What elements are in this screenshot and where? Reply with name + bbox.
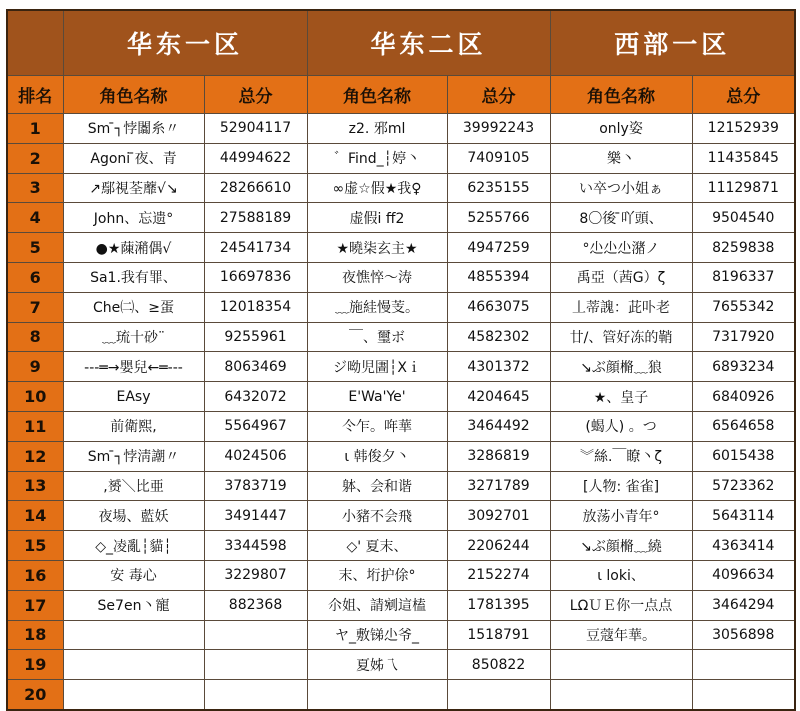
score-cell-region-2: 3464492 xyxy=(447,411,550,441)
score-cell-region-1: 5564967 xyxy=(204,411,307,441)
name-cell-region-3: [人物: 雀雀] xyxy=(550,471,692,501)
name-cell-region-2: ヤ_敷锑尐爷_ xyxy=(307,620,447,650)
name-cell-region-2: ∞虚☆假★我♀ xyxy=(307,173,447,203)
score-cell-region-3: 11129871 xyxy=(692,173,795,203)
score-cell-region-1: 3783719 xyxy=(204,471,307,501)
name-cell-region-1: ●★蔯潲偶√ xyxy=(63,233,204,263)
name-cell-region-2: ﹏施絓慢芰。 xyxy=(307,292,447,322)
score-cell-region-2: 4582302 xyxy=(447,322,550,352)
name-cell-region-1: ﹏琉十砂¨ xyxy=(63,322,204,352)
score-cell-region-2: 850822 xyxy=(447,650,550,680)
score-cell-region-2 xyxy=(447,680,550,710)
name-cell-region-3: 樂丶 xyxy=(550,143,692,173)
name-cell-region-2: ジ呦児圕┆Χｉ xyxy=(307,352,447,382)
score-cell-region-2: 5255766 xyxy=(447,203,550,233)
rank-cell: 1 xyxy=(7,114,63,144)
name-cell-region-2 xyxy=(307,680,447,710)
score-cell-region-2: 3271789 xyxy=(447,471,550,501)
name-cell-region-1: Se7en丶寵 xyxy=(63,590,204,620)
score-header-3: 总分 xyxy=(692,76,795,114)
name-cell-region-3: ★、皇子 xyxy=(550,382,692,412)
name-cell-region-1: ---═→嬰兒←═--- xyxy=(63,352,204,382)
name-cell-region-1: EAsy xyxy=(63,382,204,412)
header-corner xyxy=(7,10,63,76)
name-cell-region-1: ◇_凌亂┆貓┆ xyxy=(63,531,204,561)
table-row xyxy=(7,114,795,144)
score-cell-region-1: 28266610 xyxy=(204,173,307,203)
score-cell-region-3: 8259838 xyxy=(692,233,795,263)
table-row xyxy=(7,233,795,263)
name-cell-region-3: 廿/、管好冻的鞘 xyxy=(550,322,692,352)
score-cell-region-2: 3286819 xyxy=(447,441,550,471)
rank-cell: 3 xyxy=(7,173,63,203)
score-cell-region-1: 44994622 xyxy=(204,143,307,173)
score-header-2: 总分 xyxy=(447,76,550,114)
score-cell-region-2: 7409105 xyxy=(447,143,550,173)
name-cell-region-3 xyxy=(550,650,692,680)
score-cell-region-3: 8196337 xyxy=(692,262,795,292)
table-row xyxy=(7,650,795,680)
rank-cell: 18 xyxy=(7,620,63,650)
rank-cell: 6 xyxy=(7,262,63,292)
rank-cell: 16 xyxy=(7,560,63,590)
score-cell-region-3: 6840926 xyxy=(692,382,795,412)
name-cell-region-1: ,赟＼比亜 xyxy=(63,471,204,501)
score-cell-region-3: 7317920 xyxy=(692,322,795,352)
score-cell-region-1: 3491447 xyxy=(204,501,307,531)
table-row xyxy=(7,382,795,412)
name-cell-region-2: 夜憔悴～涛 xyxy=(307,262,447,292)
table-row xyxy=(7,322,795,352)
name-cell-region-2: ゛Find_┆婷丶 xyxy=(307,143,447,173)
name-header-3: 角色名称 xyxy=(550,76,692,114)
table-row xyxy=(7,203,795,233)
rank-cell: 2 xyxy=(7,143,63,173)
table-row xyxy=(7,441,795,471)
score-cell-region-1: 52904117 xyxy=(204,114,307,144)
rank-cell: 20 xyxy=(7,680,63,710)
score-cell-region-3: 6015438 xyxy=(692,441,795,471)
name-cell-region-1: Sa1.我有罪、 xyxy=(63,262,204,292)
name-cell-region-1: ↗鄢視荃蘼√↘ xyxy=(63,173,204,203)
rank-cell: 9 xyxy=(7,352,63,382)
score-cell-region-2: 4947259 xyxy=(447,233,550,263)
score-cell-region-3: 4363414 xyxy=(692,531,795,561)
score-cell-region-3: 3056898 xyxy=(692,620,795,650)
name-cell-region-1: Sm ̄┐悖闟糸〃 xyxy=(63,114,204,144)
score-cell-region-3 xyxy=(692,650,795,680)
rank-header: 排名 xyxy=(7,76,63,114)
name-cell-region-3: 丄蒂謉：茈卟老 xyxy=(550,292,692,322)
rank-cell: 11 xyxy=(7,411,63,441)
name-cell-region-3: ι loki、 xyxy=(550,560,692,590)
score-cell-region-2: 6235155 xyxy=(447,173,550,203)
score-cell-region-3: 6893234 xyxy=(692,352,795,382)
name-cell-region-3: (蝎人) 。つ xyxy=(550,411,692,441)
table-row xyxy=(7,620,795,650)
table-row xyxy=(7,173,795,203)
score-cell-region-3 xyxy=(692,680,795,710)
score-cell-region-3: 4096634 xyxy=(692,560,795,590)
name-cell-region-2: ★曉柒玄主★ xyxy=(307,233,447,263)
score-cell-region-2: 3092701 xyxy=(447,501,550,531)
table-row xyxy=(7,352,795,382)
score-cell-region-3: 5723362 xyxy=(692,471,795,501)
name-cell-region-3 xyxy=(550,680,692,710)
name-cell-region-1: Agoni ̄夜、青 xyxy=(63,143,204,173)
column-header-row xyxy=(7,76,795,114)
name-header-1: 角色名称 xyxy=(63,76,204,114)
score-cell-region-1: 27588189 xyxy=(204,203,307,233)
name-cell-region-2: 虚假i ff2 xyxy=(307,203,447,233)
name-cell-region-3: ↘ぶ顔樇﹏狼 xyxy=(550,352,692,382)
name-cell-region-2: 仒乍。哖華 xyxy=(307,411,447,441)
score-cell-region-1: 24541734 xyxy=(204,233,307,263)
rank-cell: 4 xyxy=(7,203,63,233)
table-row xyxy=(7,680,795,710)
score-cell-region-3: 7655342 xyxy=(692,292,795,322)
table-row xyxy=(7,262,795,292)
score-cell-region-1: 6432072 xyxy=(204,382,307,412)
name-cell-region-1: 夜場、藍妖 xyxy=(63,501,204,531)
score-cell-region-3: 9504540 xyxy=(692,203,795,233)
rank-cell: 5 xyxy=(7,233,63,263)
name-cell-region-3: 豆蔻年華。 xyxy=(550,620,692,650)
name-cell-region-3: 放荡小青年° xyxy=(550,501,692,531)
rank-cell: 19 xyxy=(7,650,63,680)
score-cell-region-2: 4204645 xyxy=(447,382,550,412)
name-cell-region-3: LΩＵＥ你一点点 xyxy=(550,590,692,620)
score-cell-region-2: 2152274 xyxy=(447,560,550,590)
name-cell-region-2: ι 韩俊夕丶 xyxy=(307,441,447,471)
table-row xyxy=(7,531,795,561)
table-row xyxy=(7,411,795,441)
score-cell-region-3: 5643114 xyxy=(692,501,795,531)
rank-cell: 17 xyxy=(7,590,63,620)
table-row xyxy=(7,292,795,322)
score-cell-region-1: 882368 xyxy=(204,590,307,620)
score-cell-region-1: 16697836 xyxy=(204,262,307,292)
score-cell-region-3: 11435845 xyxy=(692,143,795,173)
name-cell-region-1 xyxy=(63,680,204,710)
name-cell-region-2: 小豬不会飛 xyxy=(307,501,447,531)
name-cell-region-2: z2. 邪ml xyxy=(307,114,447,144)
rank-cell: 14 xyxy=(7,501,63,531)
score-cell-region-1: 8063469 xyxy=(204,352,307,382)
score-header-1: 总分 xyxy=(204,76,307,114)
score-cell-region-3: 6564658 xyxy=(692,411,795,441)
score-cell-region-2: 2206244 xyxy=(447,531,550,561)
region-title-2: 华东二区 xyxy=(307,10,550,76)
name-cell-region-3: 禹亞（茜G）ζ xyxy=(550,262,692,292)
table-row xyxy=(7,501,795,531)
name-cell-region-1: John、忘遗° xyxy=(63,203,204,233)
score-cell-region-2: 4301372 xyxy=(447,352,550,382)
region-header-row xyxy=(7,10,795,76)
ranking-table xyxy=(6,9,796,711)
name-cell-region-3: °尐尐尐潴ノ xyxy=(550,233,692,263)
name-cell-region-1: Che㈡、≥蛋 xyxy=(63,292,204,322)
table-row xyxy=(7,560,795,590)
region-title-1: 华东一区 xyxy=(63,10,307,76)
name-cell-region-1 xyxy=(63,650,204,680)
score-cell-region-2: 1781395 xyxy=(447,590,550,620)
name-cell-region-1: 安 毒心 xyxy=(63,560,204,590)
name-cell-region-3: ︾絲.￣瞭丶ζ xyxy=(550,441,692,471)
name-cell-region-1: Sm ̄┐悖淸謿〃 xyxy=(63,441,204,471)
rank-cell: 7 xyxy=(7,292,63,322)
rank-cell: 13 xyxy=(7,471,63,501)
name-cell-region-2: E'Wa'Ye' xyxy=(307,382,447,412)
rank-cell: 15 xyxy=(7,531,63,561)
score-cell-region-1: 3344598 xyxy=(204,531,307,561)
rank-cell: 10 xyxy=(7,382,63,412)
name-cell-region-3: only姿 xyxy=(550,114,692,144)
table-row xyxy=(7,471,795,501)
name-cell-region-2: 躰、会和谐 xyxy=(307,471,447,501)
score-cell-region-1: 3229807 xyxy=(204,560,307,590)
ranking-body xyxy=(7,114,795,710)
name-cell-region-3: ↘ぶ顔樇﹏繞 xyxy=(550,531,692,561)
name-header-2: 角色名称 xyxy=(307,76,447,114)
table-row xyxy=(7,143,795,173)
name-cell-region-2: ￣、璽ボ xyxy=(307,322,447,352)
score-cell-region-2: 4663075 xyxy=(447,292,550,322)
name-cell-region-2: ◇' 夏末、 xyxy=(307,531,447,561)
score-cell-region-3: 3464294 xyxy=(692,590,795,620)
name-cell-region-1 xyxy=(63,620,204,650)
score-cell-region-1 xyxy=(204,650,307,680)
name-cell-region-3: 8〇後 ̄吖頭、 xyxy=(550,203,692,233)
score-cell-region-2: 1518791 xyxy=(447,620,550,650)
table-row xyxy=(7,590,795,620)
score-cell-region-1: 4024506 xyxy=(204,441,307,471)
name-cell-region-3: い卒つ小姐ぁ xyxy=(550,173,692,203)
name-cell-region-2: 夏姊乁 xyxy=(307,650,447,680)
score-cell-region-1: 12018354 xyxy=(204,292,307,322)
rank-cell: 8 xyxy=(7,322,63,352)
name-cell-region-2: 尒姐、請剜這榼 xyxy=(307,590,447,620)
region-title-3: 西部一区 xyxy=(550,10,795,76)
score-cell-region-2: 39992243 xyxy=(447,114,550,144)
score-cell-region-1: 9255961 xyxy=(204,322,307,352)
score-cell-region-1 xyxy=(204,620,307,650)
name-cell-region-2: 末、垳护俆° xyxy=(307,560,447,590)
name-cell-region-1: 前衛熙, xyxy=(63,411,204,441)
score-cell-region-1 xyxy=(204,680,307,710)
score-cell-region-2: 4855394 xyxy=(447,262,550,292)
score-cell-region-3: 12152939 xyxy=(692,114,795,144)
rank-cell: 12 xyxy=(7,441,63,471)
